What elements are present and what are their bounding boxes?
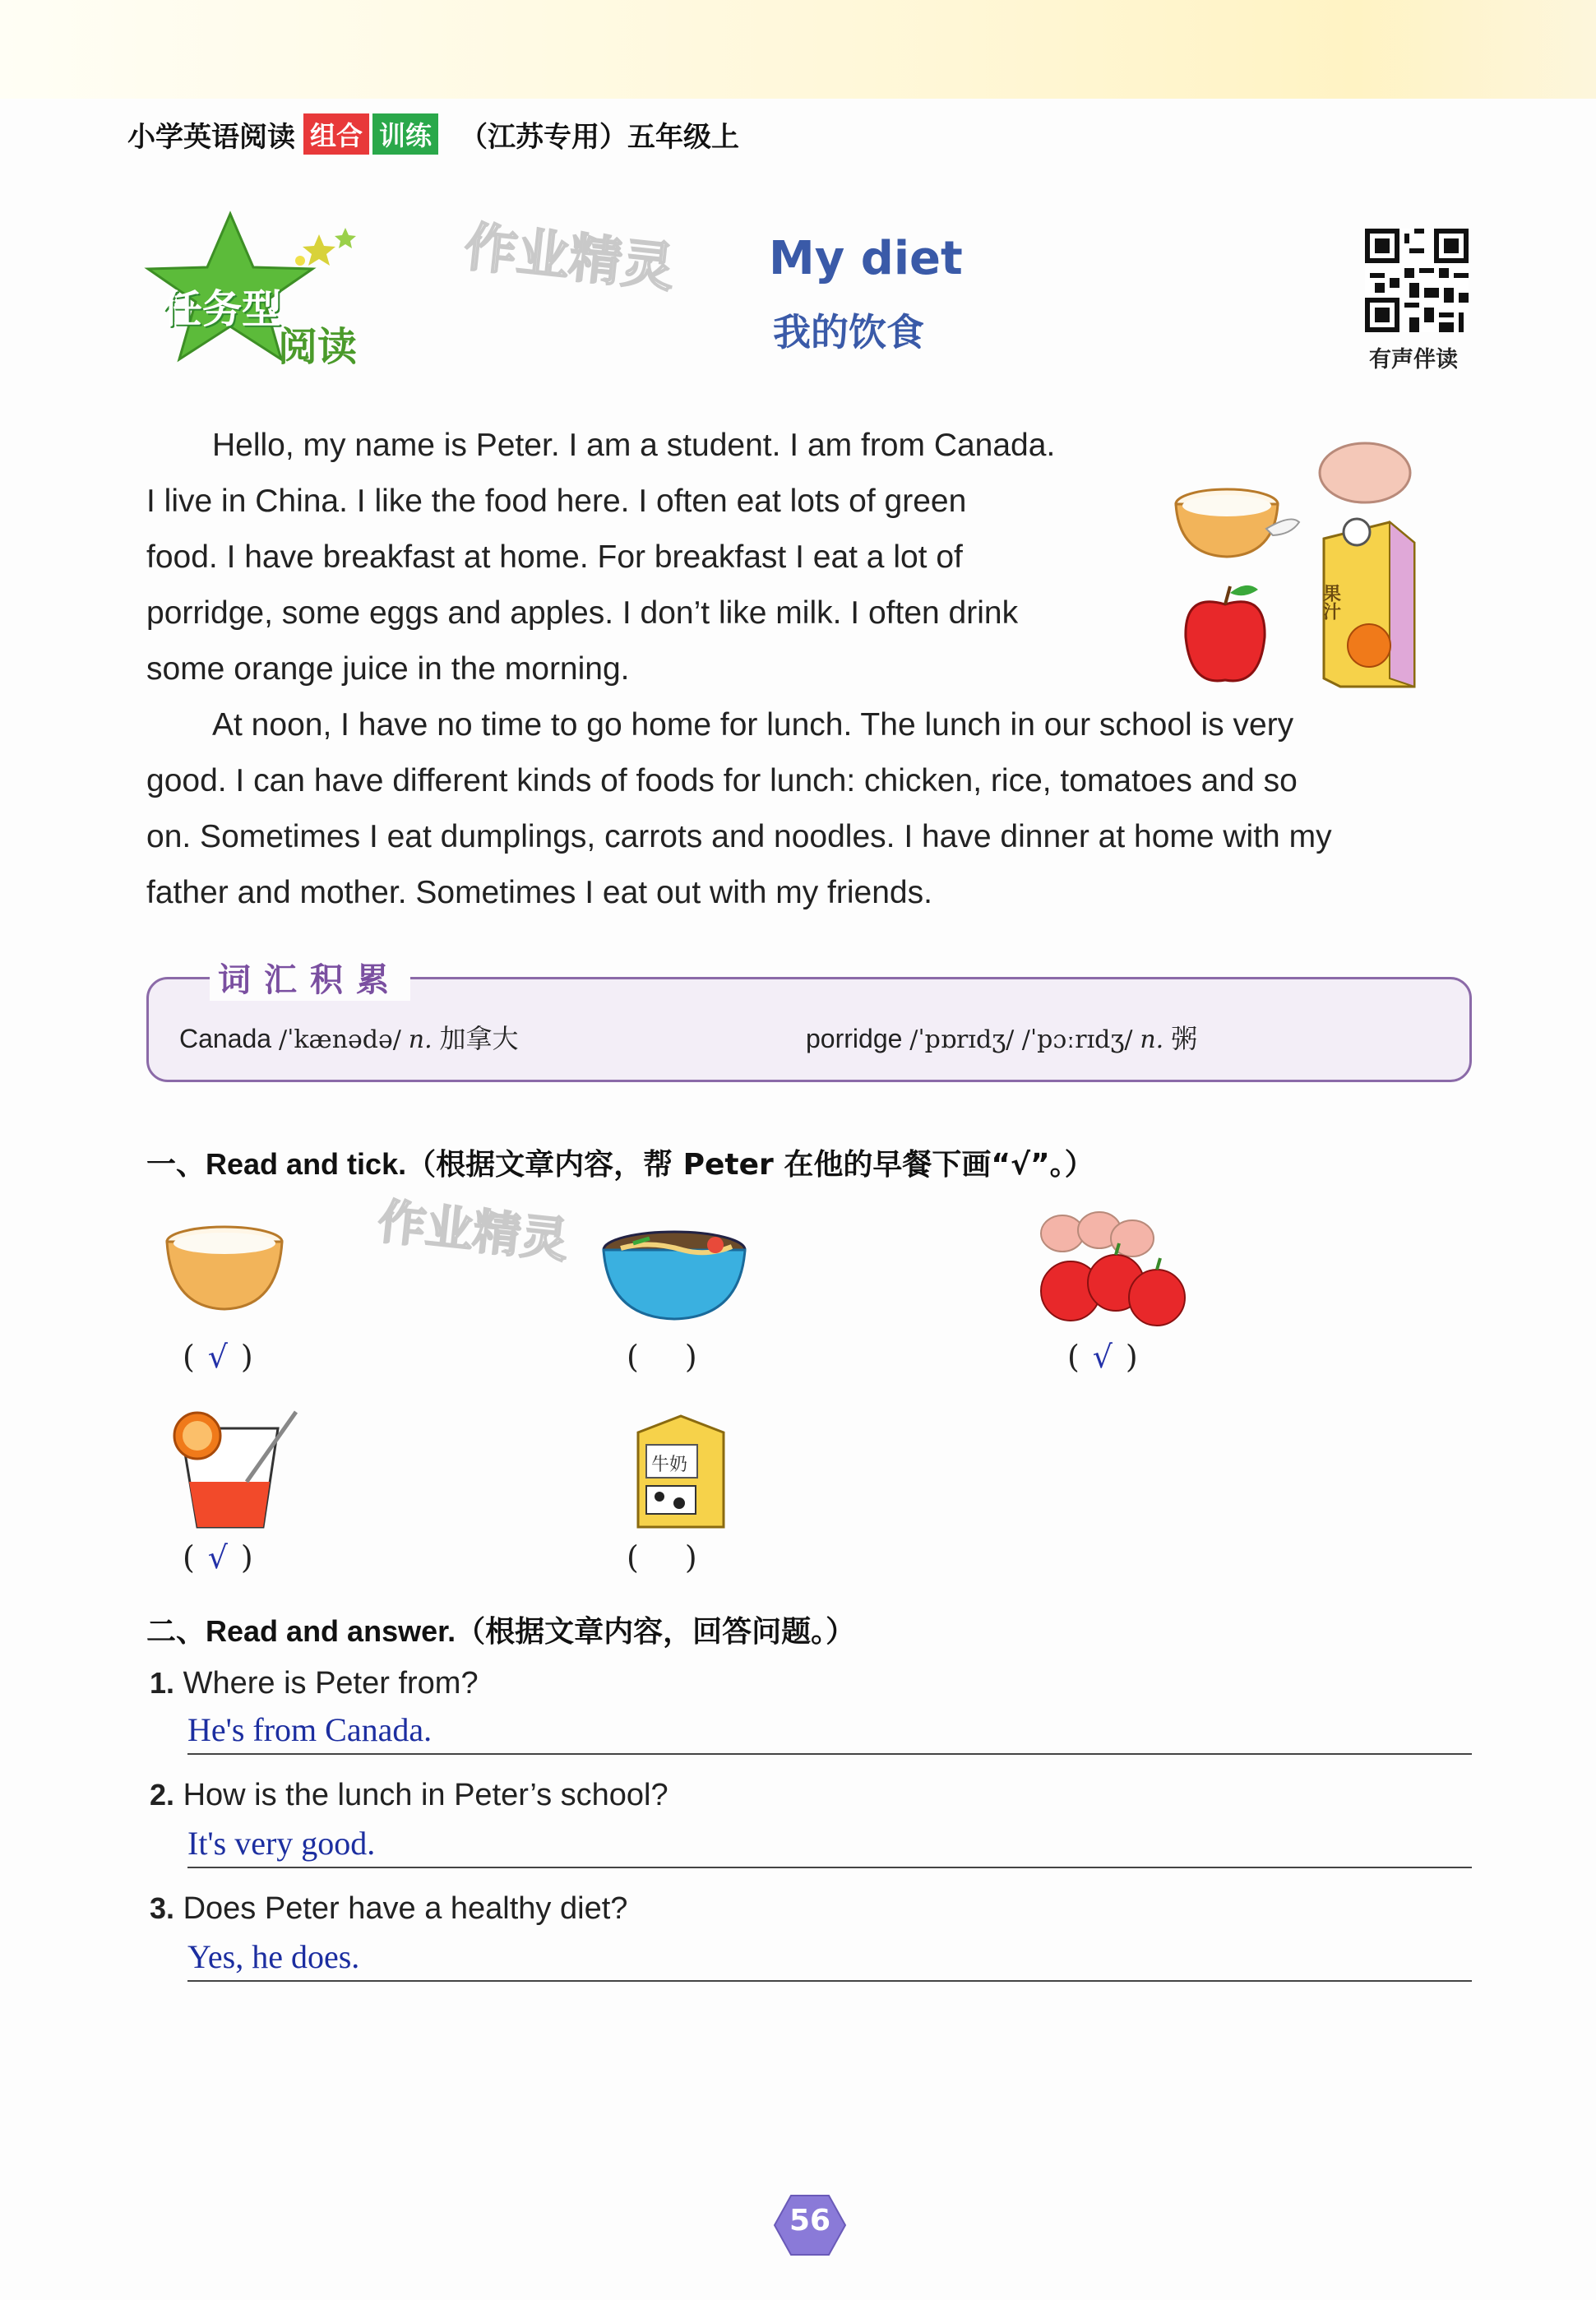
book-subtitle: （江苏专用）五年级上 bbox=[460, 120, 740, 154]
tick-answer-porridge[interactable]: ( √ ) bbox=[183, 1339, 253, 1375]
watermark: 作业精灵 bbox=[461, 216, 678, 300]
question-2 bbox=[150, 1778, 668, 1813]
section2-title bbox=[146, 1608, 855, 1650]
vocab-ipa: /ˈpɒrɪdʒ/ /ˈpɔːrɪdʒ/ bbox=[909, 1025, 1133, 1054]
running-header bbox=[127, 113, 739, 155]
passage-line: food. I have breakfast at home. For breakfast I eat a lot of bbox=[146, 539, 963, 575]
section1-title-en: Read and tick. bbox=[206, 1147, 407, 1181]
tag-training: 训练 bbox=[372, 113, 438, 155]
section2-title-cn: （根据文章内容，回答问题。） bbox=[456, 1615, 856, 1649]
tick-mark: √ bbox=[207, 1339, 228, 1375]
tick-answer-eggs-apples[interactable]: ( √ ) bbox=[1067, 1339, 1138, 1375]
passage-line: good. I can have different kinds of foods for lunch: chicken, rice, tomatoes and so bbox=[146, 763, 1298, 798]
vocab-word: Canada bbox=[179, 1024, 272, 1053]
vocab-item-canada bbox=[179, 1018, 519, 1056]
vocab-meaning: 加拿大 bbox=[439, 1024, 519, 1053]
answer-line bbox=[187, 1753, 1472, 1755]
book-title: 小学英语阅读 bbox=[127, 120, 295, 154]
milk-label: 牛奶 bbox=[651, 1455, 688, 1475]
passage-line: At noon, I have no time to go home for lunch. The lunch in our school is very bbox=[212, 707, 1294, 743]
section2-title-en: Read and answer. bbox=[206, 1614, 456, 1648]
question-text: How is the lunch in Peter’s school? bbox=[183, 1778, 668, 1812]
badge-line2: 阅读 bbox=[278, 324, 358, 370]
page-number: 56 bbox=[789, 2204, 831, 2238]
tick-answer-milk[interactable]: ( ) bbox=[627, 1539, 697, 1576]
passage-line: some orange juice in the morning. bbox=[146, 651, 630, 687]
milk-carton-icon bbox=[631, 1408, 730, 1531]
section1-title-cn: （根据文章内容，帮 Peter 在他的早餐下画“√”。） bbox=[406, 1148, 1094, 1182]
porridge-bowl-icon bbox=[1176, 489, 1299, 557]
passage-line: Hello, my name is Peter. I am a student. I am from Canada. bbox=[212, 428, 1056, 463]
section1-number: 一、 bbox=[146, 1148, 206, 1182]
answer-2[interactable]: It's very good. bbox=[187, 1825, 376, 1862]
tick-answer-juice[interactable]: ( √ ) bbox=[183, 1539, 253, 1576]
apple-icon bbox=[1186, 585, 1265, 681]
question-text: Where is Peter from? bbox=[183, 1666, 479, 1701]
breakfast-illustration bbox=[1168, 440, 1472, 703]
passage-line: I live in China. I like the food here. I often eat lots of green bbox=[146, 484, 967, 519]
tag-combo: 组合 bbox=[303, 113, 369, 155]
tick-answer-noodles[interactable]: ( ) bbox=[627, 1339, 697, 1375]
answer-line bbox=[187, 1980, 1472, 1982]
vocab-word: porridge bbox=[806, 1024, 903, 1053]
eggs-and-apples-icon bbox=[1038, 1209, 1194, 1332]
answer-3[interactable]: Yes, he does. bbox=[187, 1938, 360, 1975]
qr-label: 有声伴读 bbox=[1369, 347, 1458, 373]
top-band bbox=[0, 0, 1596, 99]
task-reading-badge bbox=[140, 210, 378, 374]
vocab-tab: 词汇积累 bbox=[210, 954, 410, 1001]
egg-icon bbox=[1320, 443, 1410, 502]
question-text: Does Peter have a healthy diet? bbox=[183, 1891, 628, 1926]
noodle-bowl-icon bbox=[600, 1225, 748, 1324]
vocab-pos: n. bbox=[1140, 1025, 1164, 1054]
lesson-title-cn: 我的饮食 bbox=[773, 310, 924, 354]
passage-line: porridge, some eggs and apples. I don’t like milk. I often drink bbox=[146, 595, 1019, 631]
qr-code-icon[interactable] bbox=[1365, 229, 1469, 332]
section2-number: 二、 bbox=[146, 1615, 206, 1649]
lesson-title-en: My diet bbox=[769, 232, 963, 285]
question-number: 1. bbox=[150, 1666, 175, 1700]
passage-line: on. Sometimes I eat dumplings, carrots and noodles. I have dinner at home with my bbox=[146, 819, 1332, 854]
answer-1[interactable]: He's from Canada. bbox=[187, 1711, 433, 1748]
question-number: 2. bbox=[150, 1778, 175, 1812]
section1-title bbox=[146, 1141, 1094, 1183]
badge-line1: 任务型 bbox=[163, 286, 282, 332]
vocab-item-porridge bbox=[806, 1018, 1197, 1056]
question-1 bbox=[150, 1666, 479, 1701]
orange-juice-glass-icon bbox=[164, 1408, 304, 1531]
question-3 bbox=[150, 1891, 627, 1927]
question-number: 3. bbox=[150, 1891, 175, 1925]
juice-box-label: 果汁 bbox=[1320, 584, 1341, 620]
vocab-ipa: /ˈkænədə/ bbox=[278, 1025, 401, 1054]
vocab-pos: n. bbox=[408, 1025, 433, 1054]
tick-mark: √ bbox=[207, 1539, 228, 1576]
vocab-meaning: 粥 bbox=[1171, 1024, 1198, 1053]
answer-line bbox=[187, 1867, 1472, 1868]
watermark: 作业精灵 bbox=[375, 1193, 571, 1269]
tick-mark: √ bbox=[1092, 1339, 1113, 1375]
passage-line: father and mother. Sometimes I eat out with my friends. bbox=[146, 875, 932, 910]
porridge-bowl-icon bbox=[163, 1217, 286, 1316]
